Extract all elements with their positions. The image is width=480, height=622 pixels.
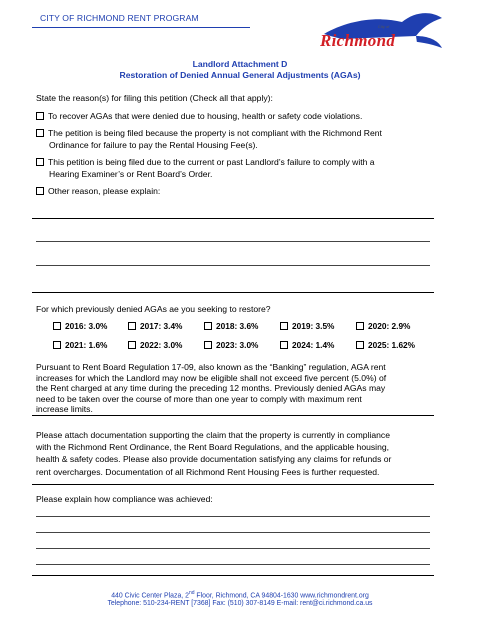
checkbox-aga-2016[interactable] xyxy=(53,322,61,330)
aga-question: For which previously denied AGAs ae you seeking to restore? xyxy=(36,304,271,314)
reason-option-2 xyxy=(36,128,382,139)
checkbox-reason-3[interactable] xyxy=(36,158,44,166)
aga-label-2021: 2021: 1.6% xyxy=(65,340,108,350)
checkbox-reason-1[interactable] xyxy=(36,112,44,120)
aga-option-2019[interactable] xyxy=(280,321,334,331)
title-line-2: Restoration of Denied Annual General Adjustments (AGAs) xyxy=(119,70,361,80)
compliance-line-2[interactable] xyxy=(36,532,430,533)
reasons-intro: State the reason(s) for filing this petition (Check all that apply): xyxy=(36,93,273,103)
aga-option-2025[interactable] xyxy=(356,340,415,350)
aga-label-2024: 2024: 1.4% xyxy=(292,340,335,350)
aga-option-2020[interactable] xyxy=(356,321,410,331)
documentation-line-4: rent overcharges. Documentation of all Richmond Rent Housing Fees is further requested. xyxy=(36,466,380,477)
aga-label-2017: 2017: 3.4% xyxy=(140,321,183,331)
documentation-line-1: Please attach documentation supporting the claim that the property is currently in compliance xyxy=(36,430,390,440)
section-divider-1 xyxy=(32,292,434,293)
compliance-line-4[interactable] xyxy=(36,564,430,565)
checkbox-aga-2024[interactable] xyxy=(280,341,288,349)
aga-label-2022: 2022: 3.0% xyxy=(140,340,183,350)
reason-option-4 xyxy=(36,186,160,197)
regulation-line-1: Pursuant to Rent Board Regulation 17-09, also known as the “Banking” regulation, AGA rent xyxy=(36,362,386,372)
aga-label-2018: 2018: 3.6% xyxy=(216,321,259,331)
aga-option-2022[interactable] xyxy=(128,340,182,350)
aga-option-2018[interactable] xyxy=(204,321,258,331)
compliance-line-1[interactable] xyxy=(36,516,430,517)
aga-option-2021[interactable] xyxy=(53,340,107,350)
checkbox-reason-2[interactable] xyxy=(36,129,44,137)
explain-line-3[interactable] xyxy=(36,265,430,266)
explain-line-2[interactable] xyxy=(36,241,430,242)
reason-option-1-label: To recover AGAs that were denied due to housing, health or safety code violations. xyxy=(48,111,363,121)
footer-contact: Telephone: 510-234-RENT [7368] Fax: (510) 307-8149 E-mail: rent@ci.richmond.ca.us xyxy=(107,600,373,607)
section-divider-2 xyxy=(32,415,434,416)
reason-option-2-label-a: The petition is being filed because the property is not compliant with the Richmond Rent xyxy=(48,128,382,138)
checkbox-aga-2025[interactable] xyxy=(356,341,364,349)
richmond-logo xyxy=(318,10,446,56)
documentation-line-3: health & safety codes. Please also provide documentation satisfying any claims for refunds or xyxy=(36,454,392,465)
checkbox-aga-2023[interactable] xyxy=(204,341,212,349)
regulation-line-3: the Rent charged at any time during the preceding 12 months. Previously denied AGAs may xyxy=(36,383,386,393)
footer-address-pre: 440 Civic Center Plaza, 2 xyxy=(111,592,189,600)
aga-option-2023[interactable] xyxy=(204,340,258,350)
compliance-question: Please explain how compliance was achieved: xyxy=(36,494,213,504)
reason-option-4-label: Other reason, please explain: xyxy=(48,186,161,196)
compliance-line-3[interactable] xyxy=(36,548,430,549)
aga-label-2020: 2020: 2.9% xyxy=(368,321,411,331)
regulation-paragraph xyxy=(36,362,456,415)
checkbox-aga-2021[interactable] xyxy=(53,341,61,349)
program-name: CITY OF RICHMOND RENT PROGRAM xyxy=(40,13,199,23)
reason-option-3-label-a: This petition is being filed due to the current or past Landlord’s failure to comply with a xyxy=(48,157,375,167)
section-divider-3 xyxy=(32,484,434,485)
reason-option-3-label-b: Hearing Examiner’s or Rent Board’s Order. xyxy=(49,169,213,179)
regulation-line-4: need to be taken over the course of more than one year to comply with maximum rent xyxy=(36,393,362,404)
footer-address-sup: nd xyxy=(188,590,195,596)
aga-label-2019: 2019: 3.5% xyxy=(292,321,335,331)
aga-label-2025: 2025: 1.62% xyxy=(368,340,416,350)
aga-option-2017[interactable] xyxy=(128,321,182,331)
checkbox-aga-2018[interactable] xyxy=(204,322,212,330)
header-rule xyxy=(32,27,250,28)
section-divider-4 xyxy=(32,575,434,576)
checkbox-aga-2017[interactable] xyxy=(128,322,136,330)
regulation-line-5: increase limits. xyxy=(36,404,93,414)
aga-option-2016[interactable] xyxy=(53,321,107,331)
reason-option-3 xyxy=(36,157,375,168)
aga-option-2024[interactable] xyxy=(280,340,334,350)
aga-label-2016: 2016: 3.0% xyxy=(65,321,108,331)
checkbox-aga-2020[interactable] xyxy=(356,322,364,330)
logo-city-label: City of xyxy=(378,24,390,29)
reason-option-1 xyxy=(36,111,362,122)
title-line-1: Landlord Attachment D xyxy=(192,59,288,69)
checkbox-reason-4[interactable] xyxy=(36,187,44,195)
explain-line-1[interactable] xyxy=(32,218,434,219)
regulation-line-2: increases for which the Landlord may now be eligible shall not exceed five percent (5.0%) of xyxy=(36,372,387,383)
reason-option-2-label-b: Ordinance for failure to pay the Rental Housing Fee(s). xyxy=(49,140,258,150)
logo-wordmark: Richmond xyxy=(320,31,396,50)
documentation-line-2: with the Richmond Rent Ordinance, the Rent Board Regulations, and the applicable housing, xyxy=(36,442,390,453)
checkbox-aga-2019[interactable] xyxy=(280,322,288,330)
documentation-paragraph xyxy=(36,429,456,478)
footer-address-post: Floor, Richmond, CA 94804-1630 www.richmondrent.org xyxy=(194,592,369,600)
aga-label-2023: 2023: 3.0% xyxy=(216,340,259,350)
checkbox-aga-2022[interactable] xyxy=(128,341,136,349)
